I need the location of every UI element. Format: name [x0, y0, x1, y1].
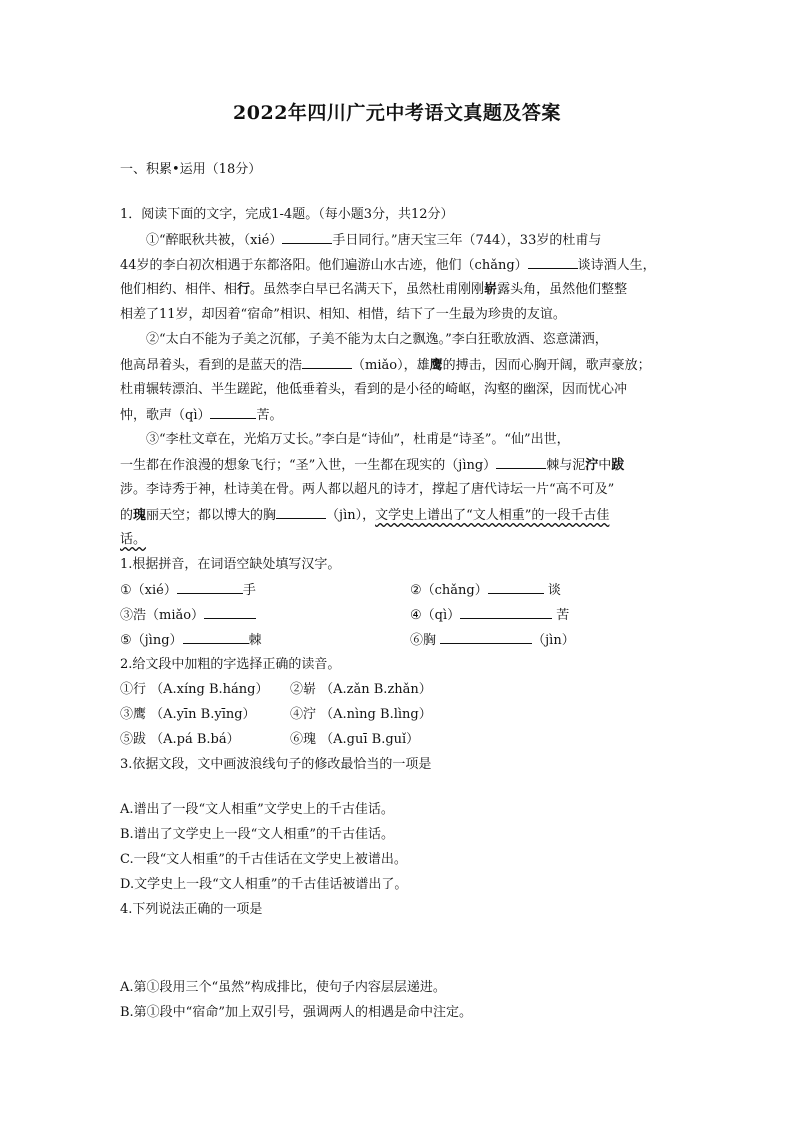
question-stem: 4.下列说法正确的一项是: [120, 902, 263, 917]
question-stem: 2.给文段中加粗的字选择正确的读音。: [120, 657, 341, 672]
answer-blank[interactable]: [183, 630, 249, 644]
passage-line: 涉。李诗秀于神，杜诗美在骨。两人都以超凡的诗才，撑起了唐代诗坛一片“高不可及”: [120, 482, 615, 497]
option-row: ③鹰 （A.yīn B.yīng） ④泞 （A.nìng B.lìng）: [120, 707, 432, 722]
fill-blank[interactable]: [210, 405, 256, 419]
choice-a[interactable]: A.第①段用三个“虽然”构成排比，使句子内容层层递进。: [120, 980, 446, 995]
fill-blank[interactable]: [496, 455, 546, 469]
passage-line: 忡，歌声（qì） 苦。: [120, 405, 680, 426]
choice-d[interactable]: D.文学史上一段“文人相重”的千古佳话被谱出了。: [120, 877, 408, 892]
wavy-underlined-sentence: 话。: [120, 532, 147, 547]
section-heading: 一、积累•运用（18分）: [120, 162, 262, 177]
answer-row: ⑤（jìng） 棘 ⑥胸 （jìn）: [120, 630, 680, 651]
fill-blank[interactable]: [302, 355, 352, 369]
passage-line: [120, 530, 680, 550]
answer-row: ③浩（miǎo） ④（qì） 苦: [120, 605, 680, 626]
passage-line: 44岁的李白初次相遇于东都洛阳。他们遍游山水古迹，他们（chǎng） 谈诗酒人生，: [120, 255, 680, 276]
choice-b[interactable]: B.第①段中“宿命”加上双引号，强调两人的相遇是命中注定。: [120, 1005, 472, 1020]
passage-line: 他们相约、相伴、相行。虽然李白早已名满天下，虽然杜甫刚刚崭露头角，虽然他们整整: [120, 282, 628, 297]
answer-blank[interactable]: [177, 580, 243, 594]
option-row: ①行 （A.xíng B.háng） ②崭 （A.zǎn B.zhǎn）: [120, 682, 432, 697]
answer-blank[interactable]: [440, 630, 532, 644]
answer-blank[interactable]: [488, 580, 544, 594]
answer-blank[interactable]: [460, 605, 552, 619]
question-intro: 1．阅读下面的文字，完成1-4题。（每小题3分，共12分）: [120, 207, 454, 222]
answer-blank[interactable]: [204, 605, 256, 619]
wavy-underlined-sentence: 文学史上谱出了“文人相重”的一段千古佳: [375, 508, 610, 523]
passage-line: 他高昂着头，看到的是蓝天的浩 （miǎo），雄鹰的搏击，因而心胸开阔，歌声豪放；: [120, 355, 680, 376]
fill-blank[interactable]: [528, 255, 578, 269]
choice-b[interactable]: B.谱出了文学史上一段“文人相重”的千古佳话。: [120, 827, 394, 842]
passage-line: ①“醉眠秋共被，（xié） 手日同行。”唐天宝三年（744），33岁的杜甫与: [146, 230, 680, 251]
passage-line: 相差了11岁，却因着“宿命”相识、相知、相惜，结下了一生最为珍贵的友谊。: [120, 307, 566, 322]
fill-blank[interactable]: [282, 230, 332, 244]
choice-c[interactable]: C.一段“文人相重”的千古佳话在文学史上被谱出。: [120, 852, 407, 867]
question-stem: 3.依据文段，文中画波浪线句子的修改最恰当的一项是: [120, 757, 432, 772]
choice-a[interactable]: A.谱出了一段“文人相重”文学史上的千古佳话。: [120, 802, 394, 817]
passage-line: 杜甫辗转漂泊、半生蹉跎，他低垂着头，看到的是小径的崎岖，沟壑的幽深，因而忧心冲: [120, 382, 628, 397]
passage-line: ②“太白不能为子美之沉郁，子美不能为太白之飘逸。”李白狂歌放酒、恣意潇洒，: [146, 332, 608, 347]
passage-line: 一生都在作浪漫的想象飞行；“圣”入世，一生都在现实的（jìng） 棘与泥泞中跋: [120, 455, 680, 476]
fill-blank[interactable]: [276, 505, 326, 519]
option-row: ⑤跋 （A.pá B.bá） ⑥瑰 （A.guī B.guǐ）: [120, 732, 420, 747]
passage-line: 的瑰丽天空；都以博大的胸 （jìn），文学史上谱出了“文人相重”的一段千古佳: [120, 505, 680, 526]
page-title: 2022年四川广元中考语文真题及答案: [233, 102, 561, 124]
answer-row: ①（xié） 手 ②（chǎng） 谈: [120, 580, 680, 601]
passage-line: ③“李杜文章在，光焰万丈长。”李白是“诗仙”，杜甫是“诗圣”。“仙”出世，: [146, 432, 570, 447]
question-stem: 1.根据拼音，在词语空缺处填写汉字。: [120, 557, 341, 572]
